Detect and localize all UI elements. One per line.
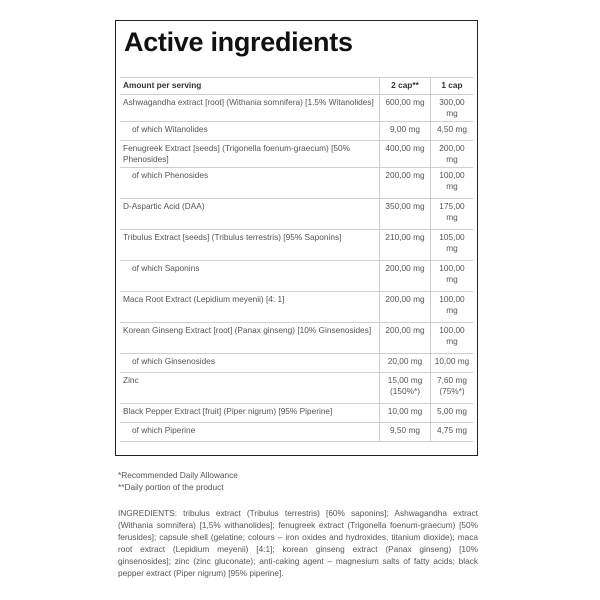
- row-name: Zinc: [120, 373, 380, 404]
- row-name: Fenugreek Extract [seeds] (Trigonella foenum-graecum) [50% Phenosides]: [120, 141, 380, 168]
- row-1-cap-value: 175,00 mg: [431, 199, 474, 230]
- footnote-rda: *Recommended Daily Allowance: [118, 470, 238, 480]
- table-row: [120, 323, 473, 354]
- table-row: [120, 141, 473, 168]
- ingredients-paragraph: [118, 507, 478, 579]
- table-header-row: [120, 78, 473, 95]
- row-name: D-Aspartic Acid (DAA): [120, 199, 380, 230]
- row-1-cap-value: 300,00 mg: [431, 95, 474, 122]
- row-name: Korean Ginseng Extract [root] (Panax ginseng) [10% Ginsenosides]: [120, 323, 380, 354]
- row-1-cap-value: 5,00 mg: [431, 404, 474, 423]
- row-1-cap-value: 100,00 mg: [431, 292, 474, 323]
- header-amount-per-serving: Amount per serving: [120, 78, 380, 95]
- row-name: of which Piperine: [120, 423, 380, 442]
- row-2-cap-value: 200,00 mg: [380, 168, 431, 199]
- table-row: [120, 168, 473, 199]
- row-1-cap-value: 105,00 mg: [431, 230, 474, 261]
- row-1-cap-value: 100,00 mg: [431, 323, 474, 354]
- ingredients-text: INGREDIENTS: tribulus extract (Tribulus terrestris) [60% saponins]; Ashwagandha extract (Withania somnifera) [1,5% withanolides]; fenugreek extract (Trigonella foenum-graecum) [50% ferusides]; capsule shell (gelatine; colours – iron oxides and hydroxides, titanium dioxide); maca root extract (Lepidium meyenii) [4:1]; korean ginseng extract (Panax ginseng) [10% ginsenosides]; zinc (zinc gluconate); anti-caking agent – magnesium salts of fatty acids; black pepper extract (Piper nigrum) [95% piperine].: [118, 508, 478, 578]
- table-row: [120, 261, 473, 292]
- panel-title: Active ingredients: [124, 27, 353, 57]
- table-row: [120, 199, 473, 230]
- row-2-cap-value: 400,00 mg: [380, 141, 431, 168]
- row-2-cap-value: 20,00 mg: [380, 354, 431, 373]
- table-row: [120, 404, 473, 423]
- row-2-cap-value: 600,00 mg: [380, 95, 431, 122]
- row-name: Ashwagandha extract [root] (Withania somnifera) [1.5% Witanolides]: [120, 95, 380, 122]
- header-1-cap: 1 cap: [431, 78, 474, 95]
- row-name: of which Saponins: [120, 261, 380, 292]
- row-1-cap-value: 100,00 mg: [431, 168, 474, 199]
- row-2-cap-value: 350,00 mg: [380, 199, 431, 230]
- row-1-cap-value: 10,00 mg: [431, 354, 474, 373]
- row-1-cap-value: 4,50 mg: [431, 122, 474, 141]
- table-row: [120, 122, 473, 141]
- row-1-cap-value: 7,60 mg (75%*): [431, 373, 474, 404]
- table-row: [120, 95, 473, 122]
- row-1-cap-value: 100,00 mg: [431, 261, 474, 292]
- row-name: of which Ginsenosides: [120, 354, 380, 373]
- row-name: of which Witanolides: [120, 122, 380, 141]
- row-name: of which Phenosides: [120, 168, 380, 199]
- row-2-cap-value: 9,50 mg: [380, 423, 431, 442]
- supplement-facts-panel: [115, 20, 478, 456]
- row-2-cap-value: 200,00 mg: [380, 292, 431, 323]
- row-name: Tribulus Extract [seeds] (Tribulus terrestris) [95% Saponins]: [120, 230, 380, 261]
- row-2-cap-value: 200,00 mg: [380, 323, 431, 354]
- table-row: [120, 373, 473, 404]
- table-row: [120, 230, 473, 261]
- footnotes: [118, 469, 478, 493]
- table-row: [120, 423, 473, 442]
- row-1-cap-value: 4,75 mg: [431, 423, 474, 442]
- ingredients-table: [120, 77, 473, 442]
- row-2-cap-value: 15,00 mg (150%*): [380, 373, 431, 404]
- row-2-cap-value: 9,00 mg: [380, 122, 431, 141]
- row-name: Maca Root Extract (Lepidium meyenii) [4: 1]: [120, 292, 380, 323]
- table-row: [120, 354, 473, 373]
- footnote-daily-portion: **Daily portion of the product: [118, 482, 224, 492]
- row-1-cap-value: 200,00 mg: [431, 141, 474, 168]
- table-row: [120, 292, 473, 323]
- row-2-cap-value: 210,00 mg: [380, 230, 431, 261]
- header-2-cap: 2 cap**: [380, 78, 431, 95]
- row-name: Black Pepper Extract [fruit] (Piper nigrum) [95% Piperine]: [120, 404, 380, 423]
- row-2-cap-value: 200,00 mg: [380, 261, 431, 292]
- row-2-cap-value: 10,00 mg: [380, 404, 431, 423]
